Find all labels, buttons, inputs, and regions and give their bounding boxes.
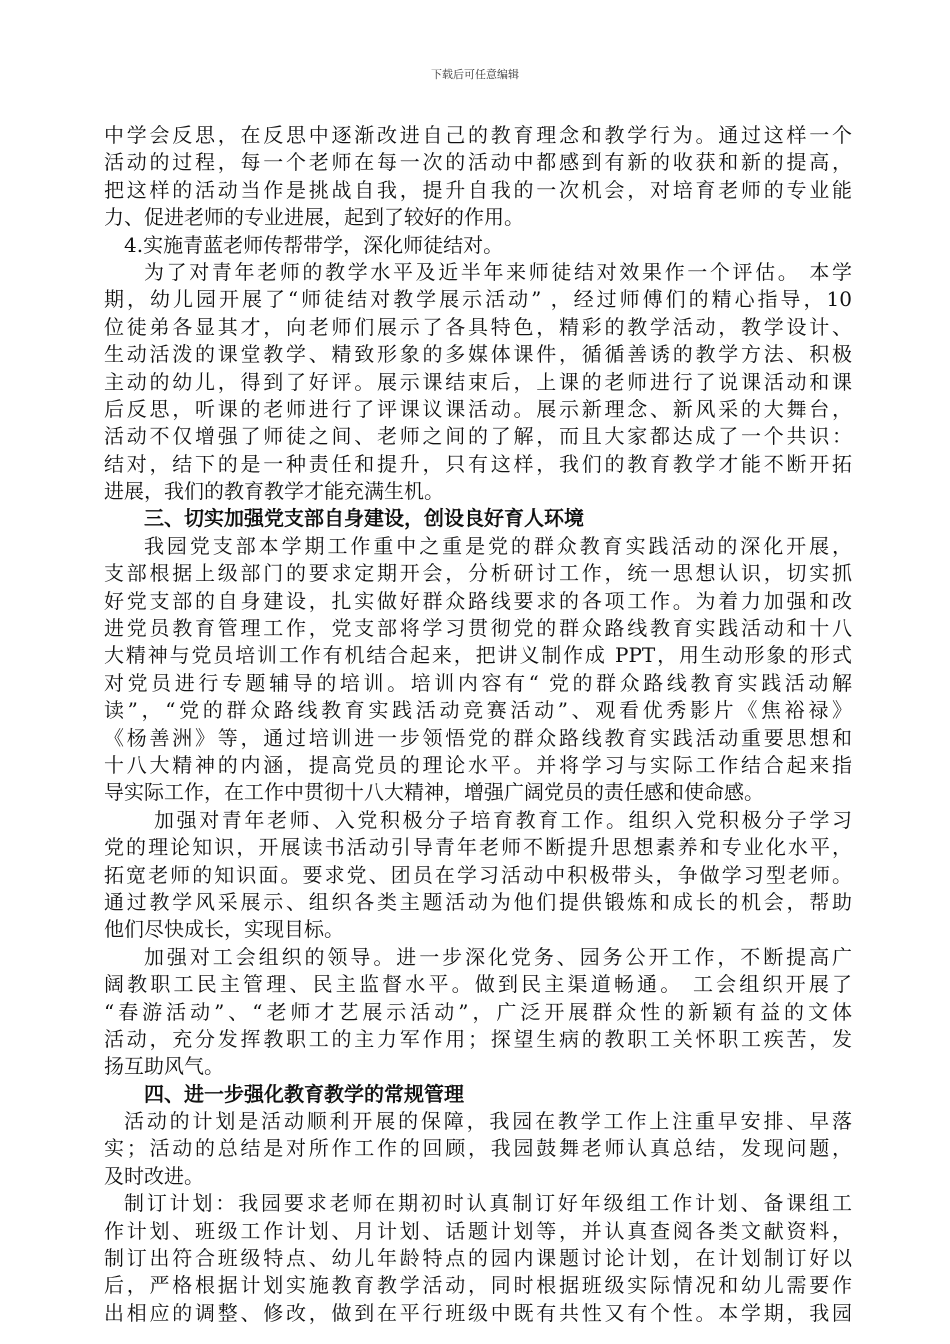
text-line: 通过教学风采展示、组织各类主题活动为他们提供锻炼和成长的机会，帮助 <box>104 889 852 914</box>
text-line: 位徒弟各显其才，向老师们展示了各具特色，精彩的教学活动，教学设计、 <box>104 314 852 339</box>
text-line: 对党员进行专题辅导的培训。培训内容有“ 党的群众路线教育实践活动解 <box>104 670 852 695</box>
text-line: 我园党支部本学期工作重中之重是党的群众教育实践活动的深化开展， <box>144 533 852 558</box>
text-line: 期，幼儿园开展了“师徒结对教学展示活动” ，经过师傅们的精心指导，10 <box>104 287 852 312</box>
text-line: 活动的过程，每一个老师在每一次的活动中都感到有新的收获和新的提高， <box>104 150 852 175</box>
text-line: 主动的幼儿，得到了好评。展示课结束后，上课的老师进行了说课活动和课 <box>104 369 852 394</box>
text-line: 制订出符合班级特点、幼儿年龄特点的园内课题讨论计划，在计划制订好以 <box>104 1246 852 1271</box>
text-line: 加强对工会组织的领导。进一步深化党务、园务公开工作，不断提高广 <box>144 944 852 969</box>
text-line: 结对，结下的是一种责任和提升，只有这样，我们的教育教学才能不断开拓 <box>104 451 852 476</box>
text-line: 后，严格根据计划实施教育教学活动，同时根据班级实际情况和幼儿需要作 <box>104 1273 852 1298</box>
text-line: 活动不仅增强了师徒之间、老师之间的了解，而且大家都达成了一个共识： <box>104 424 852 449</box>
text-line: 为了对青年老师的教学水平及近半年来师徒结对效果作一个评估。 本学 <box>144 259 852 284</box>
text-line: 力、促进老师的专业进展，起到了较好的作用。 <box>104 205 524 230</box>
text-line: 生动活泼的课堂教学、精致形象的多媒体课件，循循善诱的教学方法、积极 <box>104 342 852 367</box>
text-line: 支部根据上级部门的要求定期开会，分析研讨工作，统一思想认识，切实抓 <box>104 561 852 586</box>
text-line: 制订计划：我园要求老师在期初时认真制订好年级组工作计划、备课组工 <box>124 1191 852 1216</box>
text-line: 读”，“党的群众路线教育实践活动竞赛活动”、观看优秀影片《焦裕禄》 <box>104 698 852 723</box>
text-line: 活动的计划是活动顺利开展的保障，我园在教学工作上注重早安排、早落 <box>124 1109 852 1134</box>
text-line: 进党员教育管理工作，党支部将学习贯彻党的群众路线教育实践活动和十八 <box>104 616 852 641</box>
text-line: 出相应的调整、修改，做到在平行班级中既有共性又有个性。本学期，我园 <box>104 1300 852 1325</box>
text-line: 阔教职工民主管理、民主监督水平。做到民主渠道畅通。 工会组织开展了 <box>104 972 852 997</box>
text-line: 扬互助风气。 <box>104 1054 224 1079</box>
text-line: 党的理论知识，开展读书活动引导青年老师不断提升思想素养和专业化水平， <box>104 835 852 860</box>
text-line: 他们尽快成长，实现目标。 <box>104 917 344 942</box>
text-line: 《杨善洲》等，通过培训进一步领悟党的群众路线教育实践活动重要思想和 <box>104 725 852 750</box>
text-line: 好党支部的自身建设，扎实做好群众路线要求的各项工作。为着力加强和改 <box>104 588 852 613</box>
text-line: 大精神与党员培训工作有机结合起来，把讲义制作成 PPT，用生动形象的形式 <box>104 643 852 668</box>
text-line: 及时改进。 <box>104 1163 204 1188</box>
text-line: 拓宽老师的知识面。要求党、团员在学习活动中积极带头，争做学习型老师。 <box>104 862 852 887</box>
text-line: 活动，充分发挥教职工的主力军作用；探望生病的教职工关怀职工疾苦，发 <box>104 1026 852 1051</box>
text-line: 进展，我们的教育教学才能充满生机。 <box>104 479 444 504</box>
text-line: 后反思，听课的老师进行了评课议课活动。展示新理念、新风采的大舞台， <box>104 396 852 421</box>
text-line: 作计划、班级工作计划、月计划、话题计划等，并认真查阅各类文献资料， <box>104 1218 852 1243</box>
document-body <box>104 122 852 1327</box>
text-line: 加强对青年老师、入党积极分子培育教育工作。组织入党积极分子学习 <box>154 807 852 832</box>
page-header: 下载后可任意编辑 <box>431 68 519 81</box>
text-line: 十八大精神的内涵，提高党员的理论水平。并将学习与实际工作结合起来指 <box>104 752 852 777</box>
text-line: 把这样的活动当作是挑战自我，提升自我的一次机会，对培育老师的专业能 <box>104 177 852 202</box>
text-line: 导实际工作，在工作中贯彻十八大精神，增强广阔党员的责任感和使命感。 <box>104 780 764 805</box>
text-line: 实；活动的总结是对所作工作的回顾，我园鼓舞老师认真总结，发现问题， <box>104 1136 852 1161</box>
text-line: 4.实施青蓝老师传帮带学，深化师徒结对。 <box>124 232 504 257</box>
text-line: 中学会反思，在反思中逐渐改进自己的教育理念和教学行为。通过这样一个 <box>104 123 852 147</box>
section-heading: 四、进一步强化教育教学的常规管理 <box>144 1081 464 1106</box>
text-line: “春游活动”、“老师才艺展示活动”，广泛开展群众性的新颖有益的文体 <box>104 999 852 1024</box>
section-heading: 三、切实加强党支部自身建设，创设良好育人环境 <box>144 506 584 531</box>
